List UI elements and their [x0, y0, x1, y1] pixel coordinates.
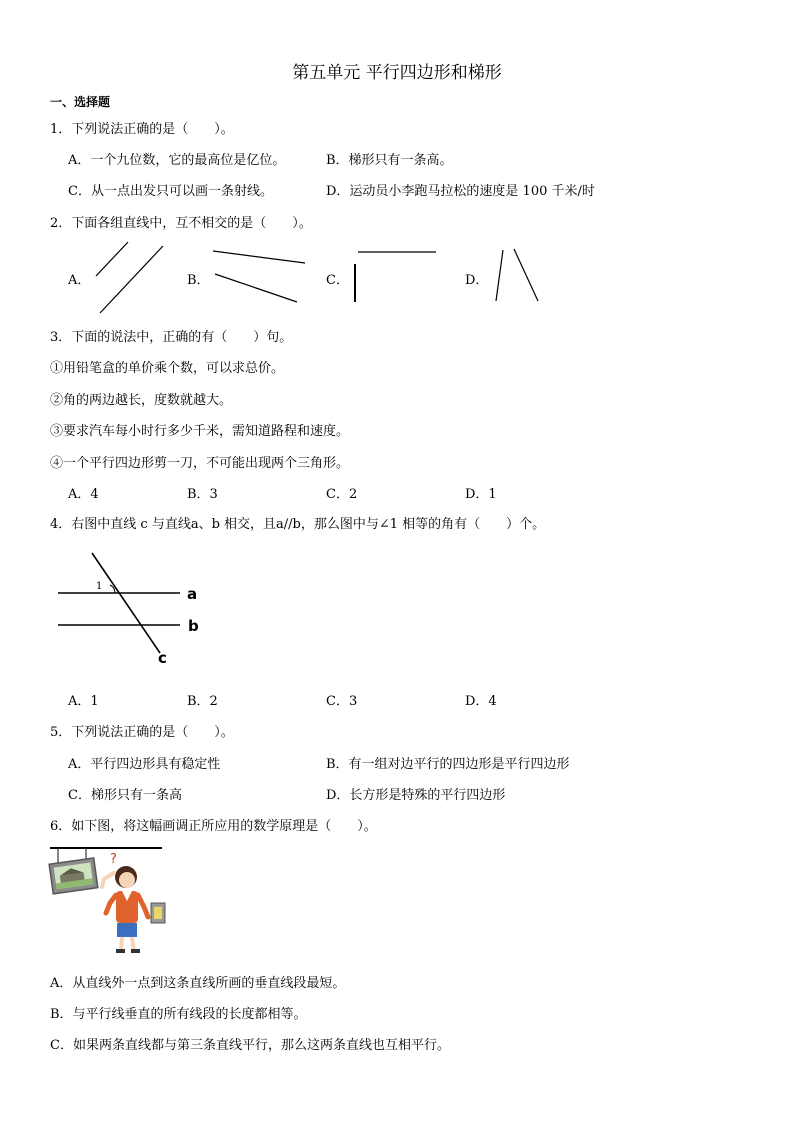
question-5-option-a[interactable]: A．平行四边形具有稳定性 — [68, 757, 221, 772]
line-c — [92, 553, 160, 653]
girl-figure — [102, 866, 148, 953]
q2-a-line-2 — [100, 246, 163, 313]
question-2-option-d[interactable]: D． — [465, 273, 489, 288]
q2-d-line-1 — [496, 250, 503, 301]
question-5-option-d[interactable]: D．长方形是特殊的平行四边形 — [326, 788, 506, 803]
question-1-option-d[interactable]: D．运动员小李跑马拉松的速度是 100 千米/时 — [326, 184, 595, 199]
question-3-statement-3: ③要求汽车每小时行多少千米，需知道路程和速度。 — [50, 424, 350, 439]
question-4-option-a[interactable]: A．1 — [68, 694, 99, 709]
q2-b-line-1 — [213, 251, 305, 263]
question-2-option-a[interactable]: A． — [68, 273, 91, 288]
question-1-option-b[interactable]: B．梯形只有一条高。 — [326, 153, 453, 168]
question-3-statement-1: ①用铅笔盒的单价乘个数，可以求总价。 — [50, 361, 285, 376]
question-1-option-a[interactable]: A．一个九位数，它的最高位是亿位。 — [68, 153, 286, 168]
question-3-option-d[interactable]: D．1 — [465, 487, 497, 502]
q2-b-line-2 — [215, 274, 297, 302]
question-6-option-a[interactable]: A．从直线外一点到这条直线所画的垂直线段最短。 — [50, 976, 346, 991]
question-6-stem: 6．如下图，将这幅画调正所应用的数学原理是（ ）。 — [50, 819, 377, 834]
question-6-option-c[interactable]: C．如果两条直线都与第三条直线平行，那么这两条直线也互相平行。 — [50, 1038, 450, 1053]
question-2-figures — [0, 0, 794, 330]
angle-1-label: 1 — [96, 581, 103, 592]
question-5-stem: 5．下列说法正确的是（ ）。 — [50, 725, 234, 740]
question-2-option-c[interactable]: C． — [326, 273, 349, 288]
question-1-option-c[interactable]: C．从一点出发只可以画一条射线。 — [68, 184, 273, 199]
question-3-statement-4: ④一个平行四边形剪一刀，不可能出现两个三角形。 — [50, 456, 350, 471]
line-b-label: b — [188, 617, 199, 635]
question-6-girl-adjusting-picture-illustration — [48, 843, 166, 955]
q2-d-line-2 — [514, 249, 538, 301]
tilted-picture-frame — [49, 858, 98, 894]
question-2-stem: 2．下面各组直线中，互不相交的是（ ）。 — [50, 216, 312, 231]
question-4-option-b[interactable]: B．2 — [187, 694, 218, 709]
question-4-option-d[interactable]: D．4 — [465, 694, 497, 709]
line-c-label: c — [158, 649, 167, 667]
question-2-option-b[interactable]: B． — [187, 273, 210, 288]
question-4-stem: 4．右图中直线 c 与直线a、b 相交，且a//b，那么图中与∠1 相等的角有（ ）个。 — [50, 517, 546, 532]
question-3-option-c[interactable]: C．2 — [326, 487, 358, 502]
question-6-option-b[interactable]: B．与平行线垂直的所有线段的长度都相等。 — [50, 1007, 307, 1022]
section-heading: 一、选择题 — [50, 95, 111, 109]
question-5-option-b[interactable]: B．有一组对边平行的四边形是平行四边形 — [326, 757, 570, 772]
question-1-stem: 1．下列说法正确的是（ ）。 — [50, 122, 234, 137]
question-3-stem: 3．下面的说法中，正确的有（ ）句。 — [50, 330, 293, 345]
q2-a-line-1 — [96, 242, 128, 276]
question-5-option-c[interactable]: C．梯形只有一条高 — [68, 788, 182, 803]
question-mark-icon: ? — [110, 852, 117, 867]
page-title: 第五单元 平行四边形和梯形 — [292, 63, 502, 83]
line-a-label: a — [187, 585, 198, 603]
question-4-option-c[interactable]: C．3 — [326, 694, 358, 709]
question-4-parallel-lines-figure — [50, 545, 220, 670]
question-3-option-b[interactable]: B．3 — [187, 487, 218, 502]
question-3-option-a[interactable]: A．4 — [68, 487, 99, 502]
question-3-statement-2: ②角的两边越长，度数就越大。 — [50, 393, 233, 408]
